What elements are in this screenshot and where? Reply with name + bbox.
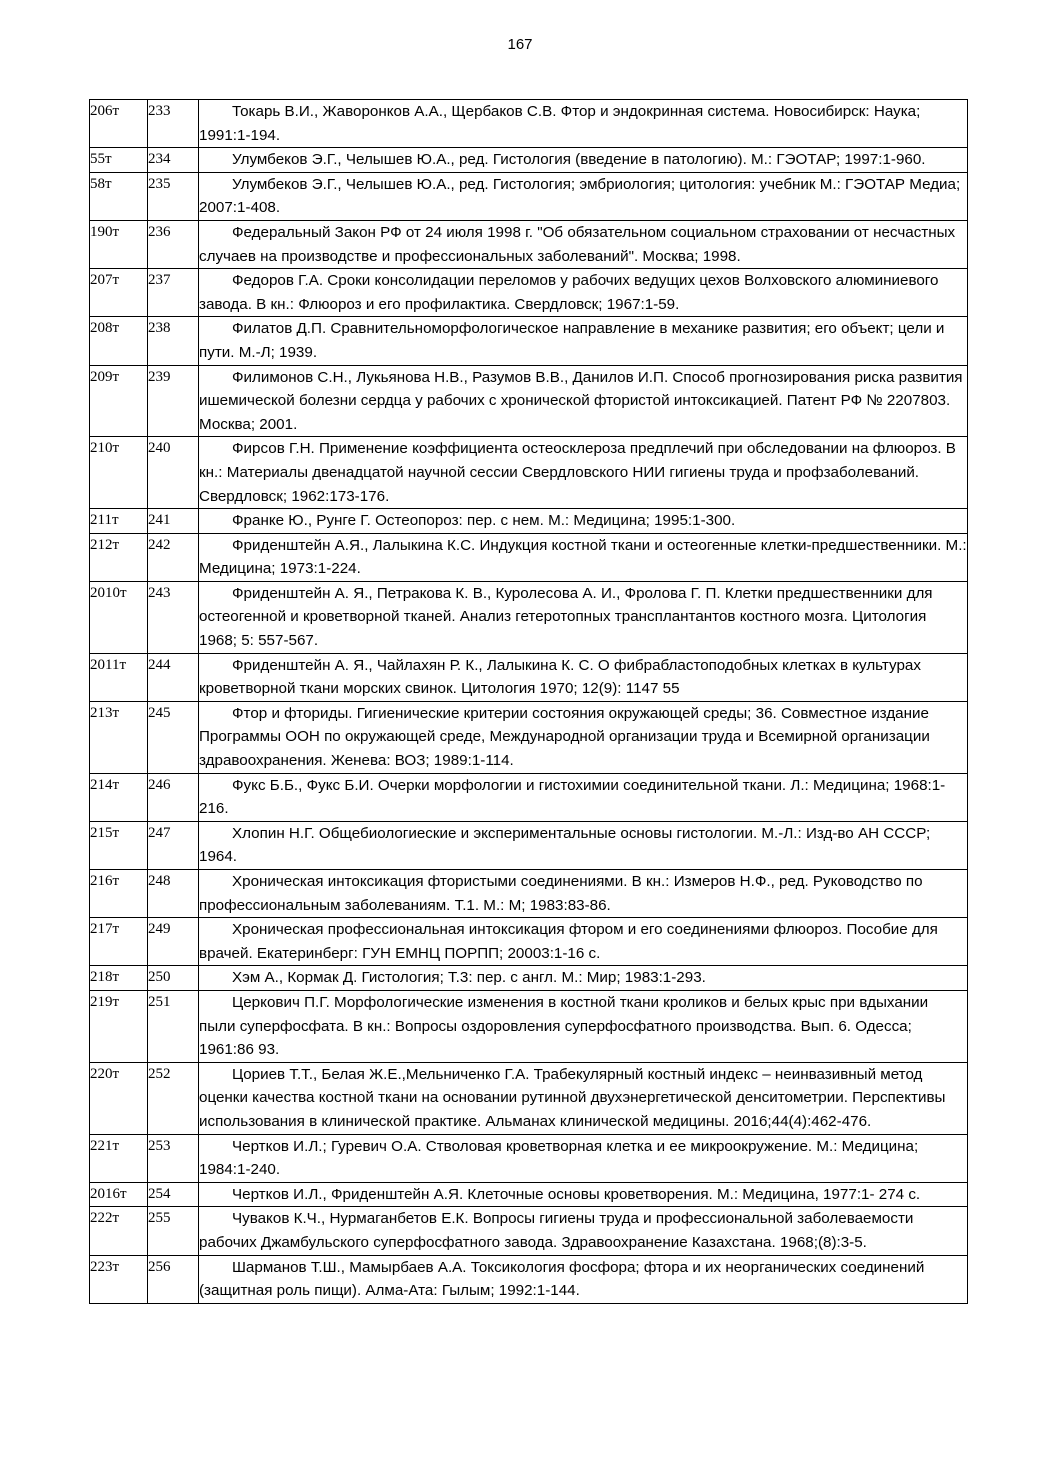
reference-code: 218т [90, 966, 148, 991]
reference-citation: Хроническая профессиональная интоксикация фтором и его соединениями флюороз. Пособие для врачей. Екатеринберг: ГУН ЕМНЦ ПОРПП; 20003:1-16 с. [199, 918, 968, 966]
reference-number: 237 [148, 269, 199, 317]
reference-row [90, 773, 968, 821]
reference-row [90, 701, 968, 773]
reference-number: 233 [148, 100, 199, 148]
reference-code: 206т [90, 100, 148, 148]
reference-citation: Улумбеков Э.Г., Челышев Ю.А., ред. Гистология (введение в патологию). М.: ГЭОТАР; 1997:1-960. [199, 148, 968, 173]
reference-code: 211т [90, 509, 148, 534]
reference-row [90, 1207, 968, 1255]
reference-number: 239 [148, 365, 199, 437]
reference-row [90, 821, 968, 869]
reference-number: 251 [148, 990, 199, 1062]
reference-citation: Федеральный Закон РФ от 24 июля 1998 г. "Об обязательном социальном страховании от несчастных случаев на производстве и профессиональных заболеваний". Москва; 1998. [199, 220, 968, 268]
reference-code: 221т [90, 1134, 148, 1182]
reference-row [90, 533, 968, 581]
reference-code: 2010т [90, 581, 148, 653]
reference-row [90, 172, 968, 220]
reference-citation: Филимонов С.Н., Лукьянова Н.В., Разумов В.В., Данилов И.П. Способ прогнозирования риска развития ишемической болезни сердца у рабочих с хронической фтористой интоксикацией. Патент РФ № 2207803. Москва; 2001. [199, 365, 968, 437]
reference-row [90, 509, 968, 534]
reference-code: 216т [90, 870, 148, 918]
reference-row [90, 220, 968, 268]
reference-row [90, 269, 968, 317]
reference-row [90, 100, 968, 148]
reference-code: 223т [90, 1255, 148, 1303]
reference-number: 235 [148, 172, 199, 220]
reference-citation: Улумбеков Э.Г., Челышев Ю.А., ред. Гистология; эмбриология; цитология: учебник М.: ГЭОТАР Медиа; 2007:1-408. [199, 172, 968, 220]
reference-code: 2011т [90, 653, 148, 701]
reference-citation: Хроническая интоксикация фтористыми соединениями. В кн.: Измеров Н.Ф., ред. Руководство по профессиональным заболеваниям. Т.1. М.: М; 1983:83-86. [199, 870, 968, 918]
reference-code: 212т [90, 533, 148, 581]
reference-number: 242 [148, 533, 199, 581]
reference-code: 213т [90, 701, 148, 773]
reference-code: 2016т [90, 1182, 148, 1207]
reference-code: 215т [90, 821, 148, 869]
reference-citation: Филатов Д.П. Сравнительноморфологическое направление в механике развития; его объект; цели и пути. М.-Л; 1939. [199, 317, 968, 365]
reference-row [90, 365, 968, 437]
reference-citation: Фриденштейн А. Я., Чайлахян Р. К., Лалыкина К. С. О фибрабластоподобных клетках в культурах кроветворной ткани морских свинок. Цитология 1970; 12(9): 1147 55 [199, 653, 968, 701]
reference-number: 246 [148, 773, 199, 821]
reference-row [90, 148, 968, 173]
reference-citation: Церкович П.Г. Морфологические изменения в костной ткани кроликов и белых крыс при вдыхании пыли суперфосфата. В кн.: Вопросы оздоровления суперфосфатного производства. Вып. 6. Одесса; 1961:86 93. [199, 990, 968, 1062]
reference-citation: Чуваков К.Ч., Нурмаганбетов Е.К. Вопросы гигиены труда и профессиональной заболеваемости рабочих Джамбульского суперфосфатного завода. Здравоохранение Казахстана. 1968;(8):3-5. [199, 1207, 968, 1255]
reference-number: 243 [148, 581, 199, 653]
reference-number: 249 [148, 918, 199, 966]
reference-code: 208т [90, 317, 148, 365]
reference-citation: Фриденштейн А.Я., Лалыкина К.С. Индукция костной ткани и остеогенные клетки-предшественники. М.: Медицина; 1973:1-224. [199, 533, 968, 581]
reference-citation: Цориев Т.Т., Белая Ж.Е.,Мельниченко Г.А. Трабекулярный костный индекс – неинвазивный метод оценки качества костной ткани на основании рутинной двухэнергетической денситометрии. Перспективы использования в клинической практике. Альманах клинической медицины. 2016;44(4):462-476. [199, 1062, 968, 1134]
reference-code: 55т [90, 148, 148, 173]
reference-citation: Чертков И.Л., Фриденштейн А.Я. Клеточные основы кроветворения. М.: Медицина, 1977:1- 274 с. [199, 1182, 968, 1207]
reference-citation: Фриденштейн А. Я., Петракова К. В., Куролесова А. И., Фролова Г. П. Клетки предшественники для остеогенной и кроветворной тканей. Анализ гетеротопных трансплантантов костного мозга. Цитология 1968; 5: 557-567. [199, 581, 968, 653]
reference-code: 220т [90, 1062, 148, 1134]
references-table [89, 99, 968, 1304]
reference-citation: Чертков И.Л.; Гуревич О.А. Стволовая кроветворная клетка и ее микроокружение. М.: Медицина; 1984:1-240. [199, 1134, 968, 1182]
reference-citation: Хэм А., Кормак Д. Гистология; Т.3: пер. с англ. М.: Мир; 1983:1-293. [199, 966, 968, 991]
reference-citation: Токарь В.И., Жаворонков А.А., Щербаков С.В. Фтор и эндокринная система. Новосибирск: Наука; 1991:1-194. [199, 100, 968, 148]
page-number: 167 [507, 36, 533, 53]
reference-row [90, 581, 968, 653]
reference-row [90, 317, 968, 365]
reference-number: 253 [148, 1134, 199, 1182]
reference-code: 214т [90, 773, 148, 821]
reference-row [90, 1182, 968, 1207]
reference-citation: Фирсов Г.Н. Применение коэффициента остеосклероза предплечий при обследовании на флюороз. В кн.: Материалы двенадцатой научной сессии Свердловского НИИ гигиены труда и профзаболеваний. Свердловск; 1962:173-176. [199, 437, 968, 509]
reference-number: 255 [148, 1207, 199, 1255]
reference-code: 210т [90, 437, 148, 509]
reference-row [90, 870, 968, 918]
reference-citation: Фтор и фториды. Гигиенические критерии состояния окружающей среды; 36. Совместное издание Программы ООН по окружающей среде, Международной организации труда и Всемирной организации здравоохранения. Женева: ВОЗ; 1989:1-114. [199, 701, 968, 773]
reference-citation: Федоров Г.А. Сроки консолидации переломов у рабочих ведущих цехов Волховского алюминиевого завода. В кн.: Флюороз и его профилактика. Свердловск; 1967:1-59. [199, 269, 968, 317]
reference-number: 236 [148, 220, 199, 268]
reference-code: 207т [90, 269, 148, 317]
reference-number: 248 [148, 870, 199, 918]
reference-number: 238 [148, 317, 199, 365]
reference-row [90, 918, 968, 966]
reference-citation: Хлопин Н.Г. Общебиологиеские и экспериментальные основы гистологии. М.-Л.: Изд-во АН СССР; 1964. [199, 821, 968, 869]
reference-citation: Фукс Б.Б., Фукс Б.И. Очерки морфологии и гистохимии соединительной ткани. Л.: Медицина; 1968:1-216. [199, 773, 968, 821]
reference-number: 240 [148, 437, 199, 509]
references-body [90, 100, 968, 1304]
reference-code: 209т [90, 365, 148, 437]
reference-number: 241 [148, 509, 199, 534]
reference-row [90, 966, 968, 991]
reference-number: 244 [148, 653, 199, 701]
reference-row [90, 653, 968, 701]
reference-code: 219т [90, 990, 148, 1062]
reference-number: 256 [148, 1255, 199, 1303]
reference-code: 58т [90, 172, 148, 220]
reference-number: 247 [148, 821, 199, 869]
reference-citation: Франке Ю., Рунге Г. Остеопороз: пер. с нем. М.: Медицина; 1995:1-300. [199, 509, 968, 534]
reference-code: 217т [90, 918, 148, 966]
reference-number: 250 [148, 966, 199, 991]
reference-row [90, 1062, 968, 1134]
reference-code: 222т [90, 1207, 148, 1255]
reference-code: 190т [90, 220, 148, 268]
reference-citation: Шарманов Т.Ш., Мамырбаев А.А. Токсикология фосфора; фтора и их неорганических соединений (защитная роль пищи). Алма-Ата: Гылым; 1992:1-144. [199, 1255, 968, 1303]
reference-number: 245 [148, 701, 199, 773]
reference-row [90, 1134, 968, 1182]
reference-row [90, 990, 968, 1062]
reference-row [90, 437, 968, 509]
reference-number: 254 [148, 1182, 199, 1207]
reference-row [90, 1255, 968, 1303]
reference-number: 234 [148, 148, 199, 173]
reference-number: 252 [148, 1062, 199, 1134]
